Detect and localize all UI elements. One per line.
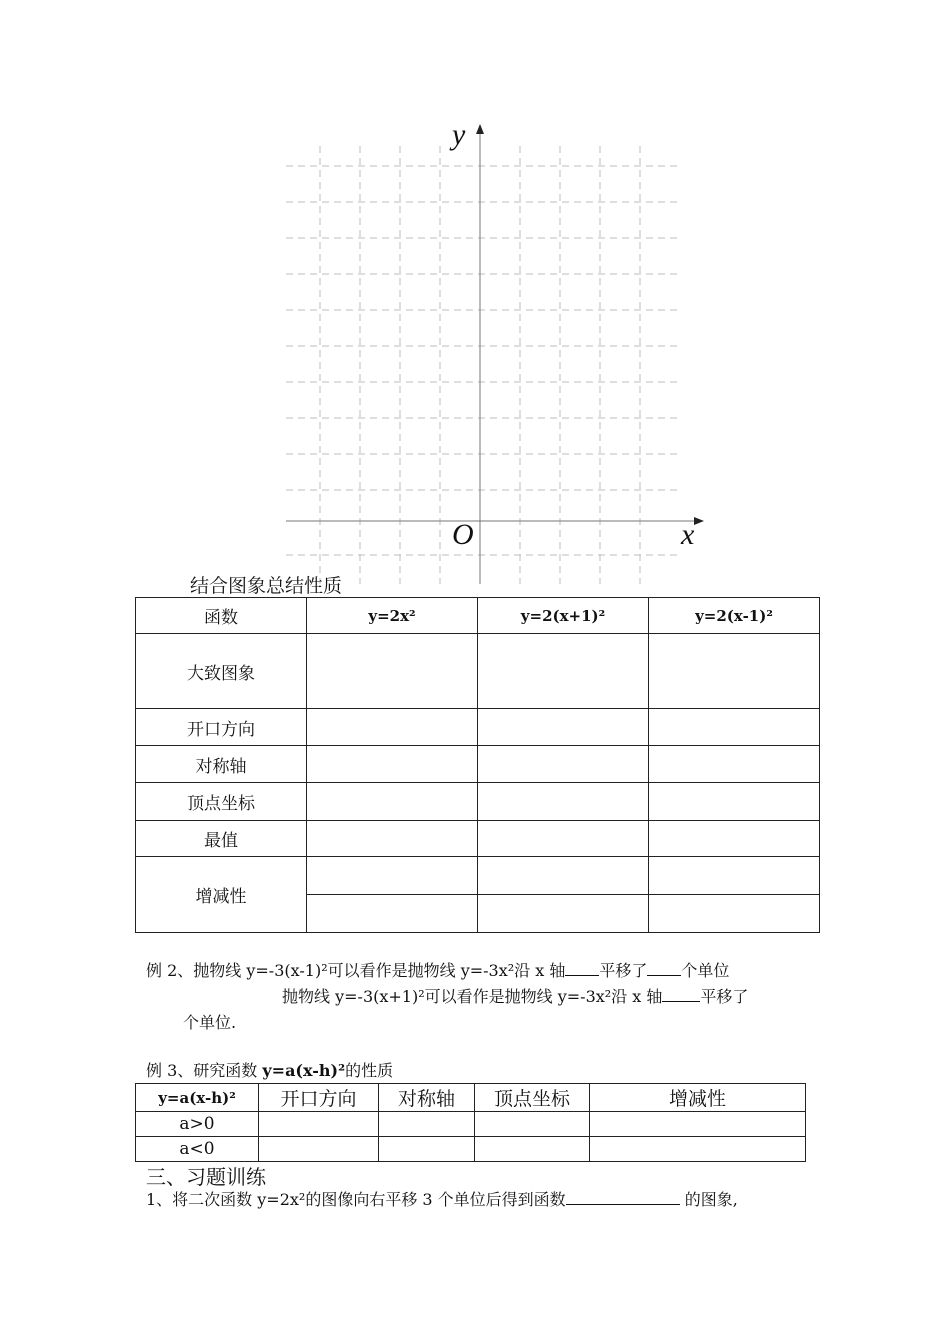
example3-formula: y=a(x-h)² xyxy=(262,1061,346,1080)
table-caption: 结合图象总结性质 xyxy=(190,575,343,597)
table-row xyxy=(136,821,820,857)
x-axis-label: x xyxy=(681,518,695,551)
table-row xyxy=(136,634,820,709)
ex3-header-function: y=a(x-h)² xyxy=(136,1084,259,1112)
cell[interactable] xyxy=(307,857,478,895)
cell[interactable] xyxy=(478,857,649,895)
table-row xyxy=(136,746,820,783)
cell[interactable] xyxy=(379,1112,475,1137)
example3-text: 例 3、研究函数 xyxy=(146,1061,263,1080)
ex3-header-axis: 对称轴 xyxy=(379,1084,475,1112)
header-f3: y=2(x-1)² xyxy=(649,598,820,634)
cell[interactable] xyxy=(478,821,649,857)
table-row xyxy=(136,1137,806,1162)
y-axis-label: y xyxy=(452,118,466,151)
question1 xyxy=(146,1187,738,1213)
x-axis-arrow xyxy=(694,517,704,525)
ex3-row-label: a>0 xyxy=(136,1112,259,1137)
cell[interactable] xyxy=(307,821,478,857)
ex3-row-label: a<0 xyxy=(136,1137,259,1162)
cell[interactable] xyxy=(307,709,478,746)
cell[interactable] xyxy=(649,634,820,709)
table-row xyxy=(136,1112,806,1137)
cell[interactable] xyxy=(259,1137,379,1162)
cell[interactable] xyxy=(379,1137,475,1162)
question-text: 1、将二次函数 y=2x²的图像向右平移 3 个单位后得到函数 xyxy=(146,1190,566,1209)
cell[interactable] xyxy=(307,895,478,933)
answer-blank[interactable] xyxy=(565,959,599,976)
row-label-axis: 对称轴 xyxy=(136,746,307,783)
cell[interactable] xyxy=(590,1137,806,1162)
cell[interactable] xyxy=(649,895,820,933)
header-function: 函数 xyxy=(136,598,307,634)
question-text: 的图象, xyxy=(679,1190,738,1209)
answer-blank[interactable] xyxy=(662,985,700,1002)
cell[interactable] xyxy=(649,783,820,821)
table-row xyxy=(136,783,820,821)
row-label-extreme: 最值 xyxy=(136,821,307,857)
answer-blank[interactable] xyxy=(566,1188,680,1205)
section3-title: 三、习题训练 xyxy=(146,1165,266,1189)
cell[interactable] xyxy=(649,821,820,857)
ex3-header-opening: 开口方向 xyxy=(259,1084,379,1112)
example2-line3: 个单位. xyxy=(183,1013,237,1032)
example2-text: 平移了 xyxy=(599,961,648,980)
example2-text: 平移了 xyxy=(700,987,749,1006)
cell[interactable] xyxy=(478,895,649,933)
example2-line1 xyxy=(146,958,729,984)
row-label-opening: 开口方向 xyxy=(136,709,307,746)
coordinate-grid xyxy=(270,118,710,588)
cell[interactable] xyxy=(478,746,649,783)
table-header-row xyxy=(136,1084,806,1112)
example2-text: 抛物线 y=-3(x+1)²可以看作是抛物线 y=-3x²沿 x 轴 xyxy=(282,987,663,1006)
properties-table xyxy=(135,597,820,933)
row-label-vertex: 顶点坐标 xyxy=(136,783,307,821)
cell[interactable] xyxy=(478,783,649,821)
y-axis-arrow xyxy=(476,124,484,134)
example2-text: 个单位 xyxy=(681,961,730,980)
cell[interactable] xyxy=(259,1112,379,1137)
cell[interactable] xyxy=(590,1112,806,1137)
cell[interactable] xyxy=(307,783,478,821)
header-f2: y=2(x+1)² xyxy=(478,598,649,634)
cell[interactable] xyxy=(649,746,820,783)
ex3-header-monotonic: 增减性 xyxy=(590,1084,806,1112)
cell[interactable] xyxy=(478,634,649,709)
row-label-graph: 大致图象 xyxy=(136,634,307,709)
cell[interactable] xyxy=(475,1137,590,1162)
example2-text: 例 2、抛物线 y=-3(x-1)²可以看作是抛物线 y=-3x²沿 x 轴 xyxy=(146,961,566,980)
table-header-row xyxy=(136,598,820,634)
example3-title xyxy=(146,1058,393,1084)
cell[interactable] xyxy=(307,634,478,709)
table-row xyxy=(136,857,820,895)
example3-text: 的性质 xyxy=(345,1061,394,1080)
answer-blank[interactable] xyxy=(647,959,681,976)
row-label-monotonic: 增减性 xyxy=(136,857,307,933)
example2-line2 xyxy=(282,984,748,1010)
cell[interactable] xyxy=(649,709,820,746)
example3-table xyxy=(135,1083,806,1162)
cell[interactable] xyxy=(649,857,820,895)
table-row xyxy=(136,709,820,746)
header-f1: y=2x² xyxy=(307,598,478,634)
cell[interactable] xyxy=(307,746,478,783)
cell[interactable] xyxy=(478,709,649,746)
cell[interactable] xyxy=(475,1112,590,1137)
ex3-header-vertex: 顶点坐标 xyxy=(475,1084,590,1112)
origin-label: O xyxy=(452,518,474,551)
